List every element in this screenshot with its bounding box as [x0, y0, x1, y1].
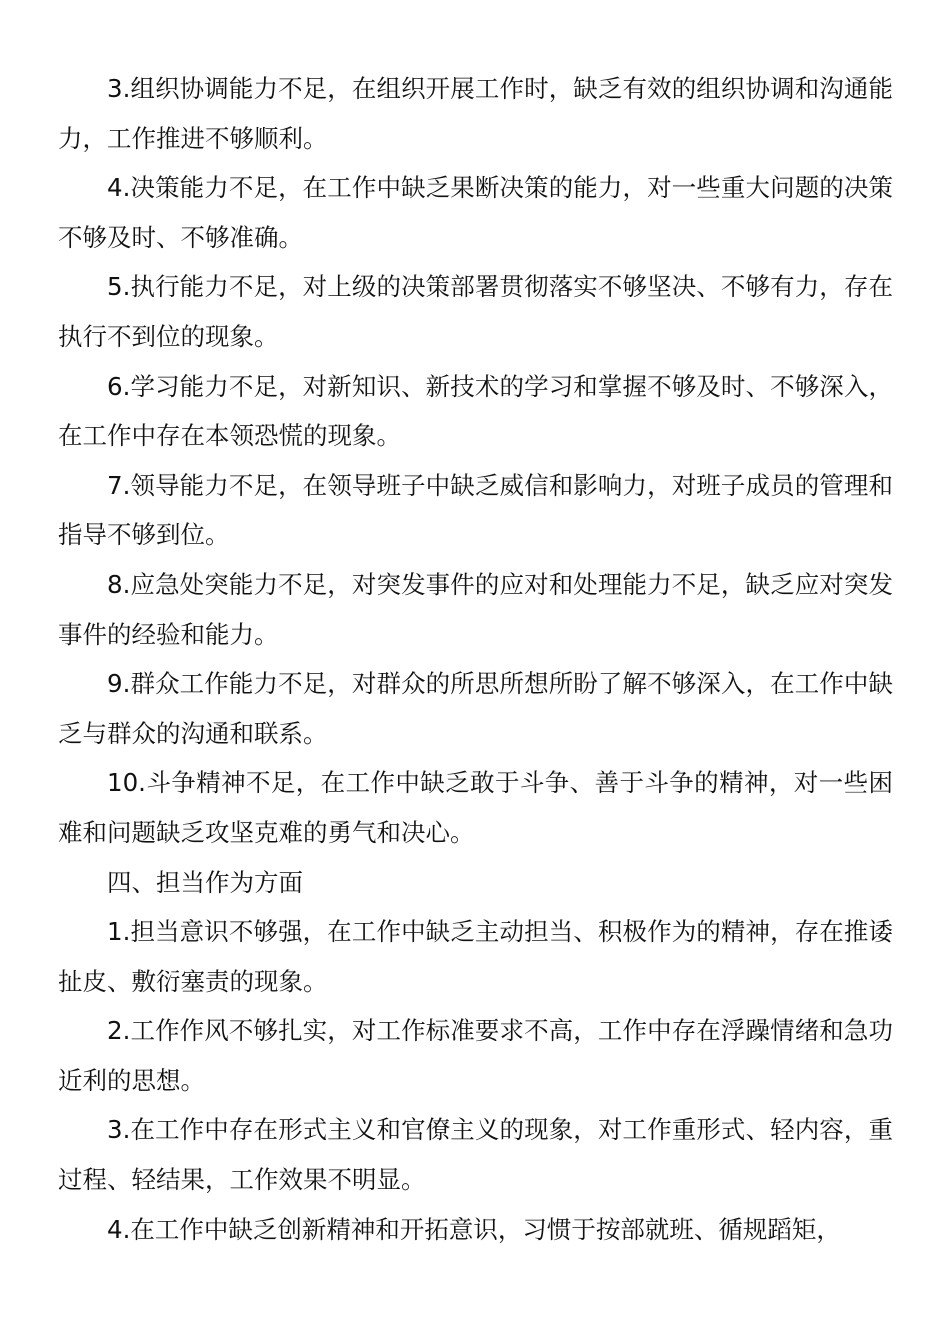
paragraph-item-1: 1.担当意识不够强，在工作中缺乏主动担当、积极作为的精神，存在推诿扯皮、敷衍塞责的现象。: [58, 917, 893, 996]
paragraph-item-5: 5.执行能力不足，对上级的决策部署贯彻落实不够坚决、不够有力，存在执行不到位的现象。: [58, 272, 893, 351]
document-body: [58, 64, 893, 1254]
section-heading: 四、担当作为方面: [107, 867, 303, 897]
paragraph-item-3-b: 3.在工作中存在形式主义和官僚主义的现象，对工作重形式、轻内容，重过程、轻结果，工作效果不明显。: [58, 1115, 893, 1195]
paragraph-item-4: 4.决策能力不足，在工作中缺乏果断决策的能力，对一些重大问题的决策不够及时、不够准确。: [58, 173, 893, 252]
paragraph-item-10: 10.斗争精神不足，在工作中缺乏敢于斗争、善于斗争的精神，对一些困难和问题缺乏攻坚克难的勇气和决心。: [58, 768, 893, 847]
paragraph-item-2: 2.工作作风不够扎实，对工作标准要求不高，工作中存在浮躁情绪和急功近利的思想。: [58, 1016, 893, 1095]
paragraph-item-6: 6.学习能力不足，对新知识、新技术的学习和掌握不够及时、不够深入，在工作中存在本领恐慌的现象。: [58, 371, 893, 451]
paragraph-item-4-b: 4.在工作中缺乏创新精神和开拓意识，习惯于按部就班、循规蹈矩，: [107, 1214, 841, 1244]
paragraph-item-3: 3.组织协调能力不足，在组织开展工作时，缺乏有效的组织协调和沟通能力，工作推进不够顺利。: [58, 74, 893, 153]
paragraph-item-8: 8.应急处突能力不足，对突发事件的应对和处理能力不足，缺乏应对突发事件的经验和能力。: [58, 569, 893, 649]
paragraph-item-7: 7.领导能力不足，在领导班子中缺乏威信和影响力，对班子成员的管理和指导不够到位。: [58, 470, 893, 550]
paragraph-item-9: 9.群众工作能力不足，对群众的所思所想所盼了解不够深入，在工作中缺乏与群众的沟通和联系。: [58, 669, 893, 748]
